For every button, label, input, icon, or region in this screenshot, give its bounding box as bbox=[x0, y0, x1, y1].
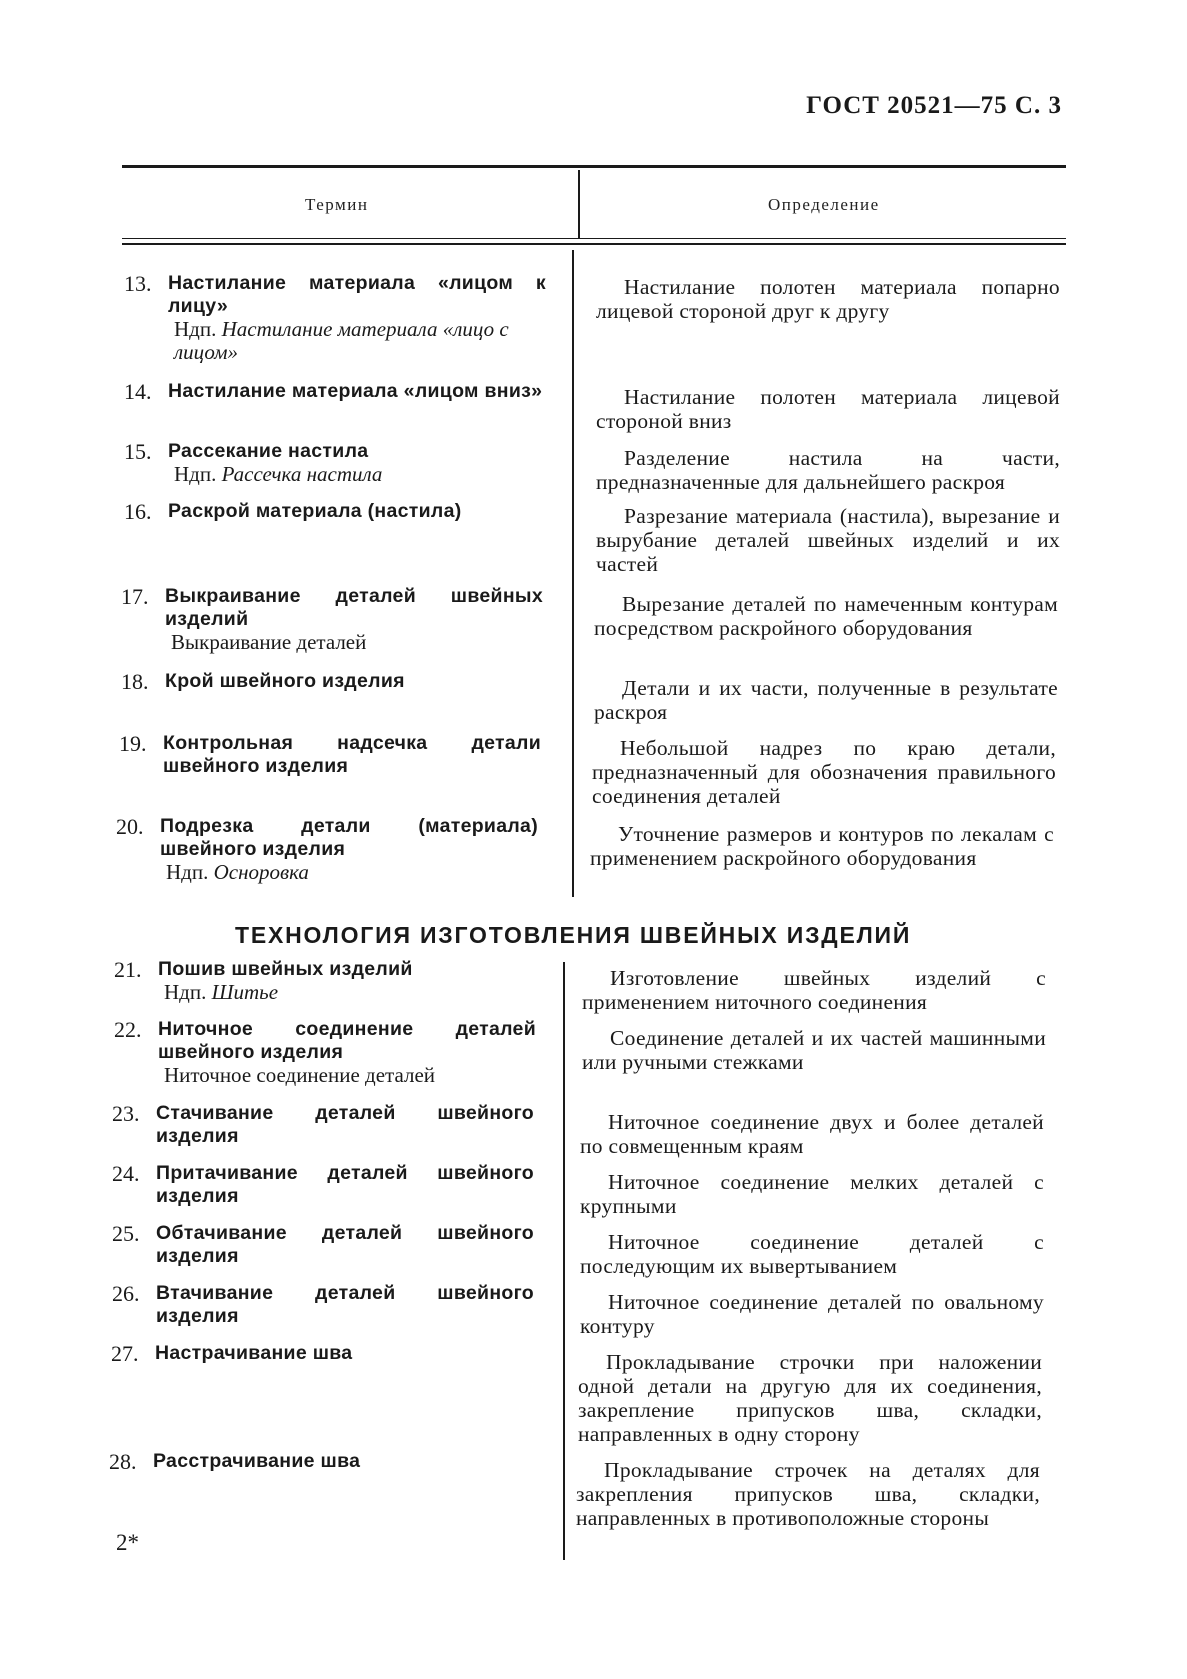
term-24 bbox=[112, 1161, 534, 1208]
term-number: 23. bbox=[112, 1101, 140, 1126]
term-number: 28. bbox=[109, 1449, 137, 1474]
definition-24: Ниточное соединение мелких деталей с крупными bbox=[580, 1170, 1044, 1218]
definition-15: Разделение настила на части, предназначенные для дальнейшего раскроя bbox=[596, 446, 1060, 494]
term-21 bbox=[114, 957, 536, 1004]
term-name: Рассекание настила bbox=[168, 440, 369, 462]
term-synonym: Ниточное соединение деталей bbox=[164, 1063, 436, 1087]
term-name: Ниточное соединение деталей швейного изделия bbox=[158, 1018, 536, 1063]
term-name: Настилание материала «лицом вниз» bbox=[168, 380, 543, 402]
definition-23: Ниточное соединение двух и более деталей по совмещенным краям bbox=[580, 1110, 1044, 1158]
term-25 bbox=[112, 1221, 534, 1268]
term-number: 20. bbox=[116, 814, 144, 839]
page-header-code: ГОСТ 20521—75 С. 3 bbox=[806, 92, 1062, 119]
definition-18: Детали и их части, полученные в результате раскроя bbox=[594, 676, 1058, 724]
term-number: 27. bbox=[111, 1341, 139, 1366]
term-number: 19. bbox=[119, 731, 147, 756]
definition-21: Изготовление швейных изделий с применением ниточного соединения bbox=[582, 966, 1046, 1014]
term-name: Контрольная надсечка детали швейного изделия bbox=[163, 732, 541, 777]
table-head-rule-double bbox=[122, 243, 1066, 245]
term-number: 26. bbox=[112, 1281, 140, 1306]
definition-14: Настилание полотен материала лицевой стороной вниз bbox=[596, 385, 1060, 433]
term-name: Пошив швейных изделий bbox=[158, 958, 413, 980]
term-15 bbox=[124, 439, 546, 486]
term-27 bbox=[111, 1341, 533, 1366]
definition-16: Разрезание материала (настила), вырезание и вырубание деталей швейных изделий и их частей bbox=[596, 504, 1060, 576]
term-name: Выкраивание деталей швейных изделий bbox=[165, 585, 543, 630]
term-nonrecommended: Ндп. Рассечка настила bbox=[174, 462, 383, 486]
table-head-rule bbox=[122, 238, 1066, 239]
term-nonrecommended: Ндп. Осноровка bbox=[166, 860, 309, 884]
term-number: 18. bbox=[121, 669, 149, 694]
term-number: 16. bbox=[124, 499, 152, 524]
definition-17: Вырезание деталей по намеченным контурам посредством раскройного оборудования bbox=[594, 592, 1058, 640]
term-name: Втачивание деталей швейного изделия bbox=[156, 1282, 534, 1327]
term-number: 25. bbox=[112, 1221, 140, 1246]
term-name: Подрезка детали (материала) швейного изделия bbox=[160, 815, 538, 860]
term-name: Притачивание деталей швейного изделия bbox=[156, 1162, 534, 1207]
term-number: 17. bbox=[121, 584, 149, 609]
term-16 bbox=[124, 499, 546, 524]
table-top-rule bbox=[122, 165, 1066, 168]
term-name: Крой швейного изделия bbox=[165, 670, 405, 692]
term-name: Настрачивание шва bbox=[155, 1342, 353, 1364]
term-name: Настилание материала «лицом к лицу» bbox=[168, 272, 546, 317]
definition-28: Прокладывание строчек на деталях для закрепления припусков шва, складки, направленных в противоположные стороны bbox=[576, 1458, 1040, 1530]
term-number: 24. bbox=[112, 1161, 140, 1186]
term-13 bbox=[124, 271, 546, 364]
column-divider-upper bbox=[572, 250, 574, 897]
term-nonrecommended: Ндп. Шитье bbox=[164, 980, 279, 1004]
term-28 bbox=[109, 1449, 531, 1474]
column-head-term: Термин bbox=[305, 195, 369, 214]
definition-22: Соединение деталей и их частей машинными или ручными стежками bbox=[582, 1026, 1046, 1074]
term-number: 13. bbox=[124, 271, 152, 296]
term-14 bbox=[124, 379, 546, 404]
term-26 bbox=[112, 1281, 534, 1328]
term-18 bbox=[121, 669, 543, 694]
term-name: Расстрачивание шва bbox=[153, 1450, 361, 1472]
definition-26: Ниточное соединение деталей по овальному контуру bbox=[580, 1290, 1044, 1338]
term-20 bbox=[116, 814, 538, 884]
definition-20: Уточнение размеров и контуров по лекалам с применением раскройного оборудования bbox=[590, 822, 1054, 870]
term-number: 15. bbox=[124, 439, 152, 464]
definition-27: Прокладывание строчки при наложении одной детали на другую для их соединения, закрепление припусков шва, складки, направленных в одну сторону bbox=[578, 1350, 1042, 1446]
definition-19: Небольшой надрез по краю детали, предназначенный для обозначения правильного соединения деталей bbox=[592, 736, 1056, 808]
column-divider-lower bbox=[563, 962, 565, 1560]
column-divider-head bbox=[578, 170, 580, 238]
term-17 bbox=[121, 584, 543, 654]
term-name: Стачивание деталей швейного изделия bbox=[156, 1102, 534, 1147]
term-number: 22. bbox=[114, 1017, 142, 1042]
term-name: Обтачивание деталей швейного изделия bbox=[156, 1222, 534, 1267]
term-19 bbox=[119, 731, 541, 778]
definition-13: Настилание полотен материала попарно лицевой стороной друг к другу bbox=[596, 275, 1060, 323]
page-signature-mark: 2* bbox=[116, 1530, 139, 1555]
column-head-definition: Определение bbox=[768, 195, 880, 214]
term-23 bbox=[112, 1101, 534, 1148]
term-nonrecommended: Ндп. Настилание материала «лицо с лицом» bbox=[174, 317, 509, 364]
definition-25: Ниточное соединение деталей с последующим их вывертыванием bbox=[580, 1230, 1044, 1278]
term-number: 21. bbox=[114, 957, 142, 982]
term-number: 14. bbox=[124, 379, 152, 404]
section-title: ТЕХНОЛОГИЯ ИЗГОТОВЛЕНИЯ ШВЕЙНЫХ ИЗДЕЛИЙ bbox=[235, 922, 912, 948]
term-synonym: Выкраивание деталей bbox=[171, 630, 367, 654]
term-name: Раскрой материала (настила) bbox=[168, 500, 462, 522]
term-22 bbox=[114, 1017, 536, 1087]
